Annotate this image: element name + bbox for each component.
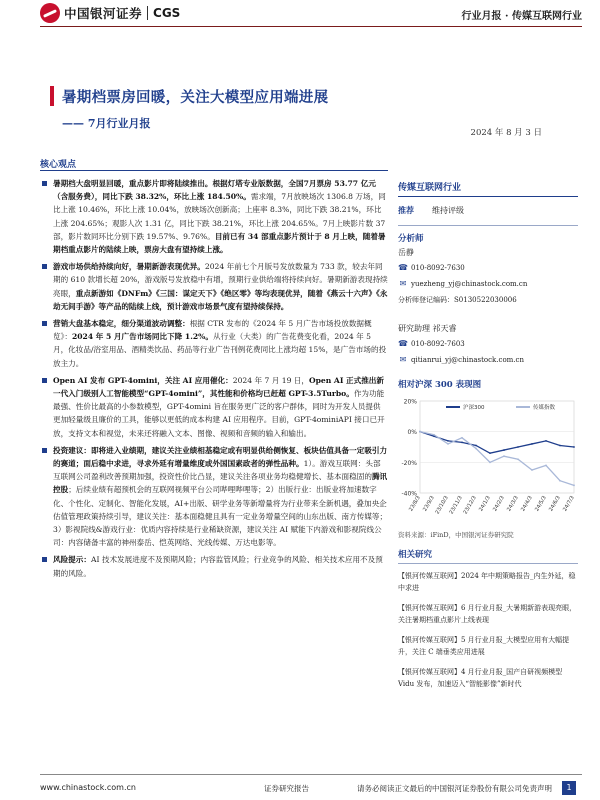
assistant-email-row [398, 355, 578, 364]
paragraph-lead: 游戏市场供给持续向好，暑期新游表现优异。 [53, 262, 205, 272]
chart-x-tick-label: 24/6/3 [548, 495, 562, 513]
email-icon: ✉ [399, 279, 407, 288]
paragraph-lead: 风险提示： [53, 555, 91, 565]
paragraph-tail: Open AI 正式推出新一代入门级别人工智能模型“GPT-4omini”，其性能和价格均已赶超 GPT-3.5Turbo。 [53, 375, 384, 399]
chart-svg [398, 393, 578, 528]
paragraph-after: 从行业（大类）的广告花费变化看，2024 年 5 月，化妆品/浴室用品、酒精类饮品、药品等行业广告刊例花费同比上涨均超 15%，是广告市场的投放主力。 [53, 332, 387, 368]
analyst-heading: 分析师 [398, 234, 424, 244]
paragraph-tail: 重点新游如《DNFm》《三国：谋定天下》《绝区零》等均表现优异，随着《燕云十六声》《永劫无间手游》等产品的陆续上线，预计游戏市场景气度有望持续保持。 [53, 288, 388, 311]
assistant-name: 研究助理 祁天睿 [398, 324, 457, 333]
chart-data-point [545, 465, 547, 467]
assistant-phone-row [398, 339, 578, 348]
chart-x-tick-label: 23/11/3 [448, 495, 464, 516]
bullet-icon [42, 378, 47, 383]
analyst-cert: 分析师登记编码：S0130522030006 [398, 296, 517, 304]
chart-data-point [503, 449, 505, 451]
bullet-icon [42, 181, 47, 186]
related-research-heading: 相关研究 [398, 550, 433, 560]
paragraph-after: ；后续业绩有超预机会的互联网视频平台公司哔哩哔哩等；2）出版行业：出版业将加速数字化、个性化、定制化、智能化发展，AI+出版、研学业务等新增量将为行业带来全新机遇，叠加央企估值管理政策持续引导，建议关注：基本面稳健且具有一定业务增量空间的山东出版、南方传媒等；3）影视院线&游戏行业：优质内容持续是行业稀缺资源，建议关注 AI 赋能下内游戏和影视院线公司：内容储备丰富的神州泰岳、恺英网络、光线传媒、万达电影等。 [53, 485, 388, 548]
chart-x-tick-label: 24/7/3 [562, 495, 576, 513]
related-research-item[interactable]: 【银河传媒互联网】5 月行业月报_大模型应用有大幅提升，关注 C 端垂类应用进展 [398, 636, 570, 656]
chart-data-point [573, 446, 575, 448]
chart-x-tick-label: 23/8/3 [408, 495, 422, 513]
paragraph-lead: 营销大盘基本稳定，细分渠道波动调整： [53, 319, 190, 329]
report-date: 2024 年 8 月 3 日 [470, 128, 542, 138]
footer-disclaimer: 请务必阅读正文最后的中国银河证券股份有限公司免责声明 [357, 784, 552, 793]
paragraph-advertising [42, 317, 388, 370]
chart-data-point [433, 434, 435, 436]
chart-x-tick-label: 24/2/3 [492, 495, 506, 513]
relative-performance-chart [398, 393, 578, 528]
chart-data-point [531, 443, 533, 445]
paragraph-body: 需求端，7月放映场次 1306.8 万场，同比上涨 10.46%，环比上涨 10.04%，放映场次创新高；上座率 8.3%，同比下跌 38.21%，环比上涨 204.65%；观影人次 1.31 亿，同比下跌 38.21%，环比上涨 204.65%。7月上映影片数 37 部，影片数同环比分别下跌 19.57%、9.76%。 [53, 192, 386, 241]
chart-x-tick-label: 24/5/3 [534, 495, 548, 513]
header-divider [40, 26, 582, 27]
paragraph-lead: 暑期档大盘明显回暖，重点影片即将陆续推出。根据灯塔专业版数据，全国7月票房 53.77 亿元（含服务费），同比下跌 38.32%，环比上涨 184.50%。 [53, 179, 376, 202]
paragraph-lead: Open AI 发布 GPT-4omini，关注 AI 应用催化： [53, 375, 233, 385]
chart-data-point [559, 480, 561, 482]
email-icon: ✉ [399, 355, 407, 364]
footer-url[interactable]: www.chinastock.com.cn [40, 783, 136, 792]
paragraph-box-office [42, 177, 388, 256]
chart-data-point [461, 442, 463, 444]
chart-x-tick-label: 24/3/3 [506, 495, 520, 513]
bullet-icon [42, 264, 47, 269]
title-block [50, 86, 570, 141]
report-category: 行业月报 · 传媒互联网行业 [461, 11, 582, 22]
chart-data-point [489, 452, 491, 454]
brand-logo [40, 3, 180, 23]
paragraph-body: 2024 年前七个月版号发放数量为 733 款，较去年同期的 610 款增长超 20%，游戏版号发放稳中有增，预期行业供给端将持续向好。暑期新游表现持续亮眼， [53, 262, 388, 298]
rating-label: 推荐 [398, 205, 414, 215]
analyst-phone-row [398, 263, 578, 272]
related-research-item[interactable]: 【银河传媒互联网】2024 年中期策略报告_内生外延，稳中求进 [398, 572, 576, 592]
rating-value: 维持评级 [432, 206, 464, 215]
chart-x-tick-label: 23/10/3 [434, 495, 450, 516]
chart-data-point [517, 458, 519, 460]
page-subtitle: —— 7月行业月报 [62, 117, 151, 130]
chart-data-point [517, 446, 519, 448]
sidebar-divider [398, 563, 578, 564]
brand-abbrev: CGS [153, 6, 181, 20]
chart-data-point [419, 431, 421, 433]
paragraph-tail: 腾讯控股 [53, 472, 388, 495]
logo-divider [147, 6, 148, 20]
chart-y-tick-label: 0% [407, 429, 417, 437]
paragraph-body: 1）。游戏互联网：头部互联网公司盈利改善预期加强，投资性价比凸显，建议关注各项业务均稳健增长、基本面稳固的 [53, 459, 381, 482]
chart-data-point [447, 443, 449, 445]
brand-logo-icon [40, 3, 60, 23]
chart-y-tick-label: -40% [401, 490, 417, 498]
chart-x-tick-label: 24/4/3 [520, 495, 534, 513]
paragraph-body: 2024 年 7 月 19 日， [232, 375, 309, 385]
paragraph-lead: 投资建议：即将进入业绩期，建议关注业绩相基稳定或有明显供给侧恢复、板块估值具备一定吸引力的赛道；面后稳中求进，寻求外延有增量维度或外国国素政者的弹性品种。 [53, 445, 388, 469]
bullet-icon [42, 448, 47, 453]
paragraph-investment [42, 444, 388, 550]
chart-x-tick-label: 24/1/3 [478, 495, 492, 513]
footer-divider [40, 774, 582, 775]
paragraph-body: AI 技术发展进度不及预期风险；内容监管风险；行业竞争的风险、相关技术应用不及预期的风险。 [53, 555, 383, 578]
page-header [0, 0, 600, 28]
bullet-icon [42, 321, 47, 326]
page-footer [40, 774, 582, 800]
title-accent-bar [50, 86, 54, 106]
chart-title: 相对沪深 300 表现图 [398, 380, 482, 390]
chart-y-tick-label: 20% [403, 398, 417, 406]
chart-legend-label: 沪深300 [463, 405, 485, 411]
paragraph-tail: 2024 年 5 月广告市场同比下降 1.2%。 [71, 332, 213, 342]
analyst-phone: 010-8092-7630 [411, 263, 465, 272]
analyst-email[interactable]: yuezheng_yj@chinastock.com.cn [411, 279, 528, 288]
brand-name: 中国银河证券 [64, 6, 143, 21]
chart-x-tick-label: 23/9/3 [422, 495, 436, 513]
paragraph-tail: 目前已有 34 部重点影片预计于 8 月上映，随着暑期档重点影片的陆续上映，票房大盘有望持续上涨。 [53, 231, 386, 255]
chart-data-point [573, 484, 575, 486]
paragraph-gaming [42, 260, 388, 313]
chart-data-point [545, 440, 547, 442]
chart-data-point [461, 437, 463, 439]
chart-data-point [489, 461, 491, 463]
analyst-email-row [398, 279, 578, 288]
paragraph-body: 根据 CTR 发布的《2024 年 5 月广告市场投放数据概览》： [53, 319, 372, 342]
analyst-name: 岳静 [398, 248, 414, 257]
chart-source: 资料来源：iFinD，中国银河证券研究院 [398, 531, 514, 539]
sidebar-divider [398, 225, 578, 226]
assistant-email[interactable]: qitianrui_yj@chinastock.com.cn [411, 355, 524, 364]
chart-data-point [531, 469, 533, 471]
page-number: 1 [562, 781, 576, 795]
chart-plot-area [420, 401, 574, 493]
phone-icon: ☎ [398, 339, 408, 348]
main-content [42, 177, 388, 584]
paragraph-ai [42, 374, 388, 440]
rating-row [398, 205, 578, 216]
assistant-phone: 010-8092-7603 [411, 339, 465, 348]
chart-data-point [475, 448, 477, 450]
related-research-item[interactable]: 【银河传媒互联网】4 月行业月报_国产自研视频模型 Vidu 发布，加速迈入“智能影像”新时代 [398, 668, 563, 688]
industry-name: 传媒互联网行业 [398, 183, 462, 193]
chart-data-point [503, 455, 505, 457]
sidebar [398, 180, 578, 698]
chart-data-point [475, 445, 477, 447]
chart-legend-label: 传媒指数 [533, 405, 556, 411]
page-title: 暑期档票房回暖，关注大模型应用端进展 [62, 89, 329, 106]
chart-data-point [447, 440, 449, 442]
core-views-divider [40, 170, 388, 171]
bullet-icon [42, 557, 47, 562]
chart-y-tick-label: -20% [401, 459, 417, 467]
phone-icon: ☎ [398, 263, 408, 272]
footer-report-type: 证券研究报告 [264, 784, 309, 793]
chart-x-tick-label: 23/12/3 [462, 495, 478, 516]
core-views-heading: 核心观点 [40, 160, 77, 170]
paragraph-risk [42, 553, 388, 579]
sidebar-divider [398, 196, 578, 197]
paragraph-after: 作为功能最强、性价比最高的小参数模型，GPT-4omini 旨在服务更广泛的客户群体，同时为开发人员提供更加轻量级且廉价的工具，能够以更低的成本构建 AI 应用程序。目前，GPT-4ominiAPI 接口已开放，支持文本和视觉，未来还将融入文本、图像、视频和音频的输入和输出。 [53, 389, 385, 438]
chart-data-point [559, 445, 561, 447]
related-research-item[interactable]: 【银河传媒互联网】6 月行业月报_大暑期新游表现亮眼，关注暑期档重点影片上线表现 [398, 604, 577, 624]
